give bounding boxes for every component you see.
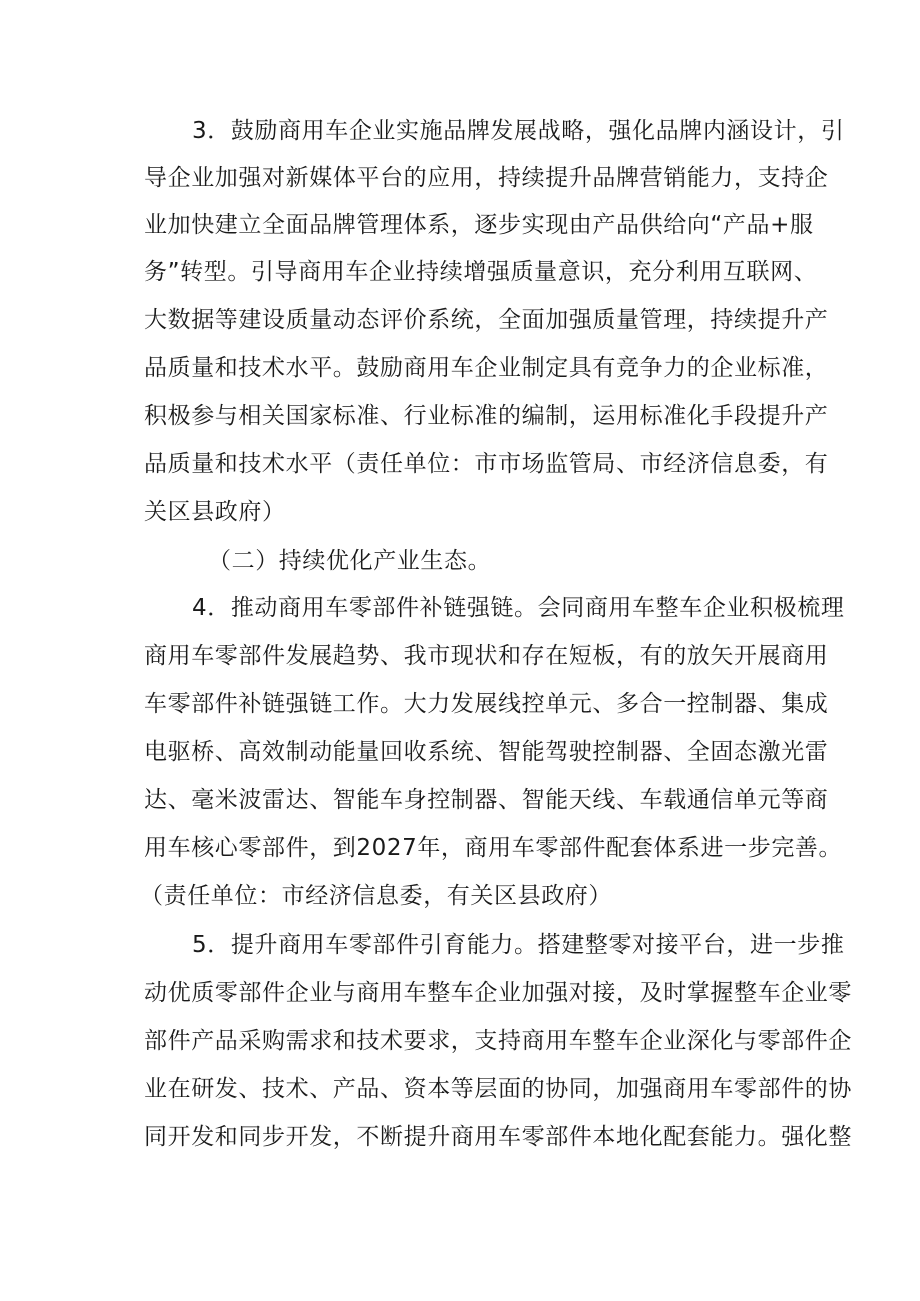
paragraph-4-line-7: （责任单位：市经济信息委，有关区县政府） (140, 883, 612, 909)
paragraph-3-line-8: 品质量和技术水平（责任单位：市市场监管局、市经济信息委，有 (144, 451, 829, 477)
paragraph-3-line-9: 关区县政府） (144, 499, 286, 525)
paragraph-3-line-3: 业加快建立全面品牌管理体系，逐步实现由产品供给向“产品+服 (144, 212, 814, 238)
paragraph-4-line-1: 4．推动商用车零部件补链强链。会同商用车整车企业积极梳理 (192, 595, 845, 621)
paragraph-3-line-4: 务”转型。引导商用车企业持续增强质量意识，充分利用互联网、 (144, 259, 818, 285)
paragraph-3-line-1: 3．鼓励商用车企业实施品牌发展战略，强化品牌内涵设计，引 (192, 118, 845, 144)
paragraph-5-line-5: 同开发和同步开发，不断提升商用车零部件本地化配套能力。强化整 (144, 1124, 852, 1150)
paragraph-4-line-6: 用车核心零部件，到2027年，商用车零部件配套体系进一步完善。 (144, 835, 843, 861)
paragraph-5-line-3: 部件产品采购需求和技术要求，支持商用车整车企业深化与零部件企 (144, 1028, 852, 1054)
paragraph-3-line-5: 大数据等建设质量动态评价系统，全面加强质量管理，持续提升产 (144, 307, 829, 333)
paragraph-4-line-4: 电驱桥、高效制动能量回收系统、智能驾驶控制器、全固态激光雷 (144, 739, 829, 765)
paragraph-4-line-5: 达、毫米波雷达、智能车身控制器、智能天线、车载通信单元等商 (144, 787, 829, 813)
paragraph-5-line-4: 业在研发、技术、产品、资本等层面的协同，加强商用车零部件的协 (144, 1076, 852, 1102)
section-heading: （二）持续优化产业生态。 (208, 548, 492, 574)
paragraph-3-line-2: 导企业加强对新媒体平台的应用，持续提升品牌营销能力，支持企 (144, 165, 829, 191)
paragraph-4-line-2: 商用车零部件发展趋势、我市现状和存在短板，有的放矢开展商用 (144, 643, 829, 669)
paragraph-3-line-6: 品质量和技术水平。鼓励商用车企业制定具有竞争力的企业标准， (144, 355, 829, 381)
paragraph-5-line-2: 动优质零部件企业与商用车整车企业加强对接，及时掌握整车企业零 (144, 980, 852, 1006)
paragraph-5-line-1: 5．提升商用车零部件引育能力。搭建整零对接平台，进一步推 (192, 932, 845, 958)
paragraph-4-line-3: 车零部件补链强链工作。大力发展线控单元、多合一控制器、集成 (144, 691, 829, 717)
paragraph-3-line-7: 积极参与相关国家标准、行业标准的编制，运用标准化手段提升产 (144, 403, 829, 429)
